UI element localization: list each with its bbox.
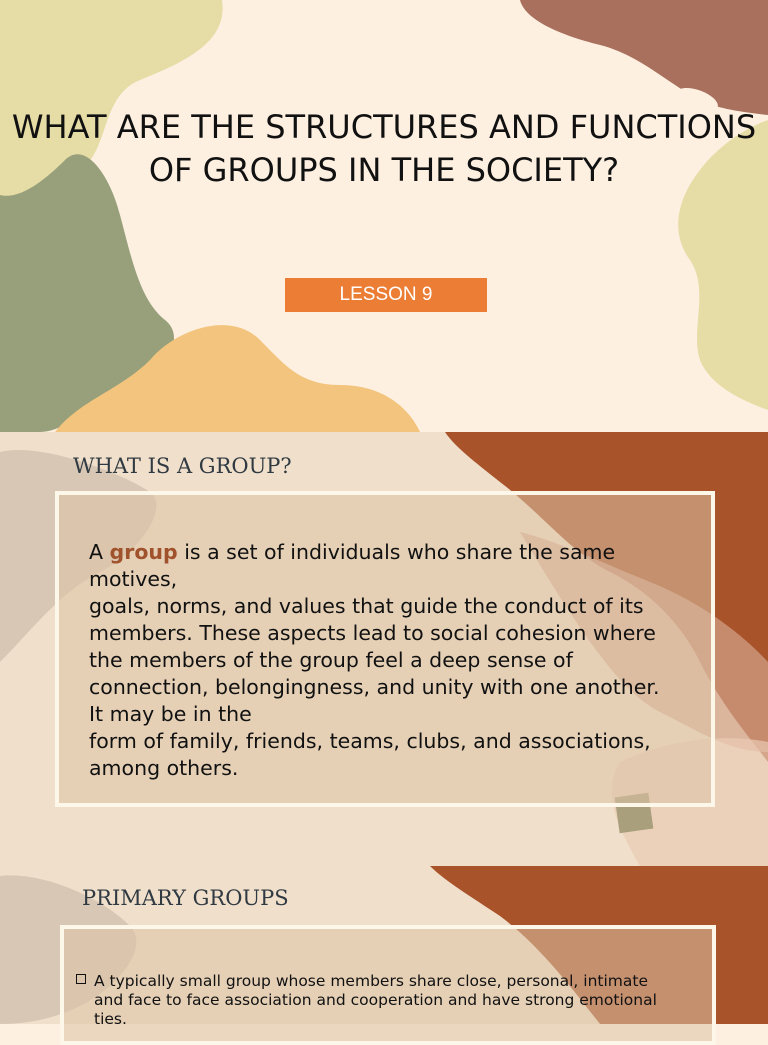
bullet-line-3: ties. bbox=[94, 1010, 127, 1028]
blob-background bbox=[0, 0, 768, 432]
title-line-2: OF GROUPS IN THE SOCIETY? bbox=[148, 151, 620, 189]
title-slide bbox=[0, 0, 768, 432]
para-line-9: among others. bbox=[89, 756, 239, 780]
para-line-7: It may be in the bbox=[89, 702, 252, 726]
para-line-6: connection, belongingness, and unity with one another. bbox=[89, 675, 660, 699]
title-line-1: WHAT ARE THE STRUCTURES AND FUNCTIONS bbox=[11, 108, 757, 146]
page-title bbox=[0, 106, 768, 192]
lesson-badge: LESSON 9 bbox=[285, 278, 487, 312]
checkbox-bullet-icon bbox=[76, 974, 86, 984]
para-line-4: members. These aspects lead to social cohesion where bbox=[89, 621, 656, 645]
highlight-group-term: group bbox=[109, 540, 178, 564]
para-line-5: the members of the group feel a deep sense of bbox=[89, 648, 573, 672]
bullet-line-1: A typically small group whose members share close, personal, intimate bbox=[94, 972, 649, 990]
para-line-1: A group is a set of individuals who share the same bbox=[89, 540, 616, 564]
para-line-3: goals, norms, and values that guide the conduct of its bbox=[89, 594, 644, 618]
bullet-text bbox=[94, 972, 696, 1029]
definition-paragraph bbox=[89, 539, 729, 782]
bullet-line-2: and face to face association and cooperation and have strong emotional bbox=[94, 991, 657, 1009]
section-heading-group: WHAT IS A GROUP? bbox=[73, 454, 292, 478]
para-line-8: form of family, friends, teams, clubs, and associations, bbox=[89, 729, 651, 753]
section-heading-primary-groups: PRIMARY GROUPS bbox=[82, 886, 289, 910]
bullet-item bbox=[76, 972, 696, 1029]
para-line-2: motives, bbox=[89, 567, 178, 591]
brown-blob-top-right bbox=[520, 0, 768, 115]
